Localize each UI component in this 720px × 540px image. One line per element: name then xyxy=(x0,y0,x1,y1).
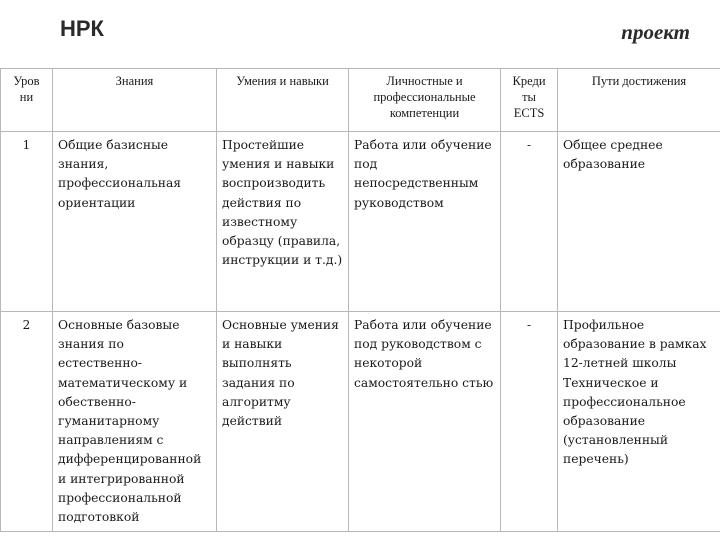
col-header-skills: Умения и навыки xyxy=(217,69,349,132)
cell-level: 2 xyxy=(1,312,53,532)
table-row xyxy=(1,312,720,532)
cell-skills: Простейшие умения и навыки воспроизводить действия по известному образцу (правила, инструкции и т.д.) xyxy=(217,132,349,312)
cell-competences: Работа или обучение под непосредственным руководством xyxy=(349,132,501,312)
cell-knowledge: Общие базисные знания, профессиональная ориентации xyxy=(53,132,217,312)
page-header xyxy=(0,0,720,68)
col-header-paths: Пути достижения xyxy=(558,69,720,132)
col-header-competences: Личностные и профессиональные компетенции xyxy=(349,69,501,132)
draft-label: проект xyxy=(621,20,690,44)
cell-competences: Работа или обучение под руководством с некоторой самостоятельно стью xyxy=(349,312,501,532)
col-header-credits: Креди ты ECTS xyxy=(501,69,558,132)
cell-credits: - xyxy=(501,312,558,532)
col-header-knowledge: Знания xyxy=(53,69,217,132)
table-header-row xyxy=(1,69,720,132)
col-header-level: Уров ни xyxy=(1,69,53,132)
cell-credits: - xyxy=(501,132,558,312)
cell-paths: Профильное образование в рамках 12-летней школы Техническое и профессиональное образование (установленный перечень) xyxy=(558,312,720,532)
cell-skills: Основные умения и навыки выполнять задания по алгоритму действий xyxy=(217,312,349,532)
cell-level: 1 xyxy=(1,132,53,312)
table-row xyxy=(1,132,720,312)
page-title: НРК xyxy=(60,16,104,41)
cell-paths: Общее среднее образование xyxy=(558,132,720,312)
qualifications-table xyxy=(0,68,720,532)
cell-knowledge: Основные базовые знания по естественно-математическому и обественно-гуманитарному направлениям с дифференцированной и интегрированной профессиональной подготовкой xyxy=(53,312,217,532)
